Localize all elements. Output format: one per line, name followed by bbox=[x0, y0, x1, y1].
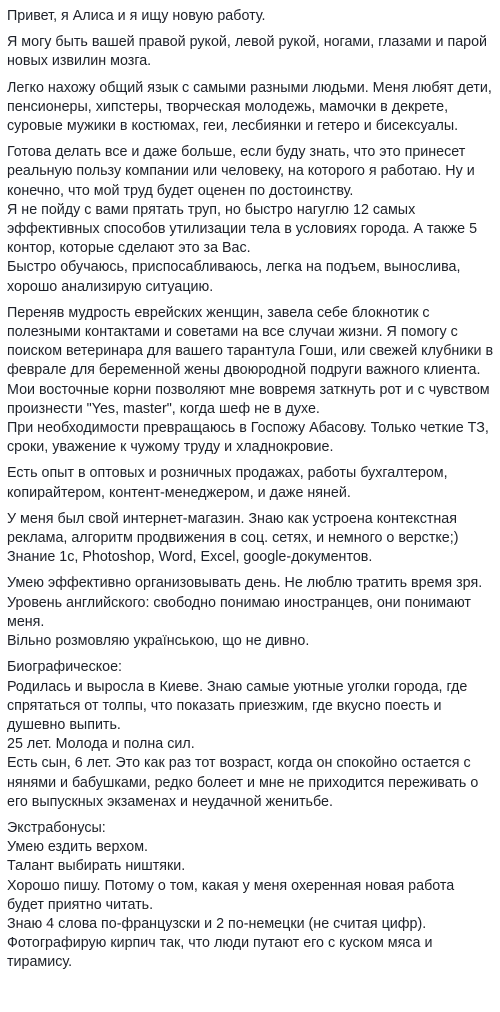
text-line: Переняв мудрость еврейских женщин, завела себе блокнотик с полезными контактами и советами на все случаи жизни. Я помогу с поиском ветеринара для вашего тарантула Гоши, или свежей клубники в феврале для беременной жены двоюродной подруги важного клиента. bbox=[7, 304, 494, 379]
paragraph-communication bbox=[7, 79, 494, 137]
text-line: Я могу быть вашей правой рукой, левой рукой, ногами, глазами и парой новых извилин мозга. bbox=[7, 34, 488, 70]
paragraph-skills bbox=[7, 510, 494, 568]
paragraph-biography bbox=[7, 658, 494, 812]
paragraph-languages bbox=[7, 574, 494, 651]
text-line: Я не пойду с вами прятать труп, но быстро нагуглю 12 самых эффективных способов утилизации тела в условиях города. А также 5 контор, которые сделают это за Вас. bbox=[7, 201, 478, 257]
text-line: Легко нахожу общий язык с самыми разными людьми. Меня любят дети, пенсионеры, хипстеры, творческая молодежь, мамочки в декрете, суровые мужики в костюмах, геи, лесбиянки и гетеро и бисексуалы. bbox=[7, 79, 492, 135]
text-line: Уровень английского: свободно понимаю иностранцев, они понимают меня. bbox=[7, 594, 471, 630]
text-line: Мои восточные корни позволяют мне вовремя заткнуть рот и с чувством произнести "Yes, master", когда шеф не в духе. bbox=[7, 381, 490, 417]
text-line: Готова делать все и даже больше, если буду знать, что это принесет реальную пользу компании или человеку, на которого я работаю. Ну и конечно, что мой труд будет оценен по достоинству. bbox=[7, 144, 475, 199]
text-line: Знание 1с, Photoshop, Word, Excel, google-документов. bbox=[7, 549, 373, 566]
paragraph-experience bbox=[7, 464, 494, 502]
text-line: Фотографирую кирпич так, что люди путают его с куском мяса и тирамису. bbox=[7, 935, 433, 971]
text-line: Умею эффективно организовывать день. Не люблю тратить время зря. bbox=[7, 575, 483, 592]
text-line: Экстрабонусы: bbox=[7, 819, 106, 836]
text-line: Быстро обучаюсь, приспосабливаюсь, легка на подъем, вынослива, хорошо анализирую ситуацию. bbox=[7, 259, 461, 295]
text-line: У меня был свой интернет-магазин. Знаю как устроена контекстная реклама, алгоритм продвижения в соц. сетях, и немного о верстке;) bbox=[7, 510, 459, 547]
text-line: Привет, я Алиса и я ищу новую работу. bbox=[7, 8, 266, 24]
text-line: Знаю 4 слова по-французски и 2 по-немецки (не считая цифр). bbox=[7, 915, 427, 932]
paragraph-motivation bbox=[7, 143, 494, 297]
text-line: Хорошо пишу. Потому о том, какая у меня охеренная новая работа будет приятно читать. bbox=[7, 877, 455, 913]
text-line: Родилась и выросла в Киеве. Знаю самые уютные уголки города, где спрятаться от толпы, что показать приезжим, где вкусно поесть и душевно выпить. bbox=[7, 678, 468, 733]
paragraph-intro bbox=[7, 7, 494, 26]
text-line: Есть опыт в оптовых и розничных продажах, работы бухгалтером, копирайтером, контент-менеджером, и даже няней. bbox=[7, 465, 448, 501]
text-line: Есть сын, 6 лет. Это как раз тот возраст, когда он спокойно остается с нянями и бабушками, редко болеет и мне не приходится переживать о его выпускных экзаменах и неудачной женитьбе. bbox=[7, 755, 479, 810]
text-line: Биографическое: bbox=[7, 659, 123, 676]
text-line: Умею ездить верхом. bbox=[7, 839, 149, 856]
text-line: При необходимости превращаюсь в Госпожу Абасову. Только четкие ТЗ, сроки, уважение к чужому труду и хладнокровие. bbox=[7, 420, 489, 456]
text-line: Вільно розмовляю українською, що не дивно. bbox=[7, 633, 310, 650]
text-line: Талант выбирать ништяки. bbox=[7, 858, 186, 875]
text-line: 25 лет. Молода и полна сил. bbox=[7, 736, 195, 753]
paragraph-contacts bbox=[7, 304, 494, 458]
paragraph-extra-bonuses bbox=[7, 819, 494, 973]
paragraph-abilities bbox=[7, 33, 494, 71]
